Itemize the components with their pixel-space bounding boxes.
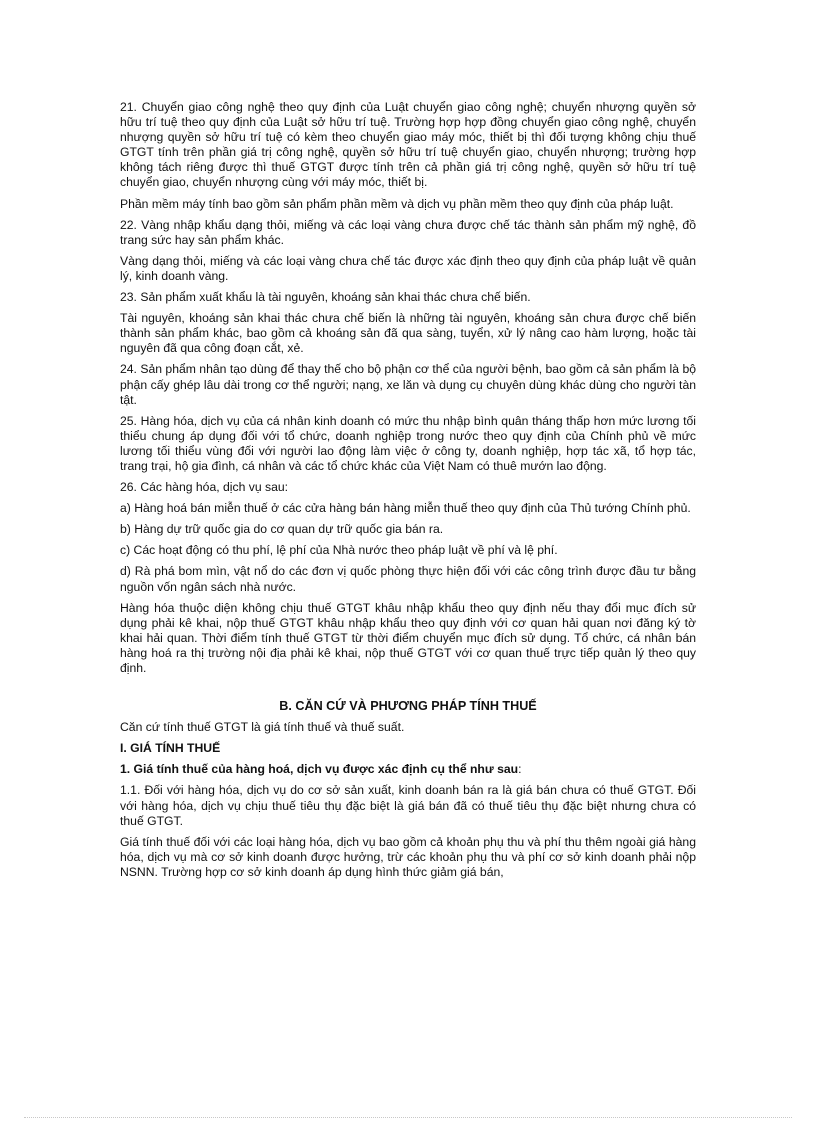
paragraph-1-1: 1.1. Đối với hàng hóa, dịch vụ do cơ sở sản xuất, kinh doanh bán ra là giá bán chưa có thuế GTGT. Đối với hàng hóa, dịch vụ chịu thuế tiêu thụ đặc biệt là giá bán đã có thuế tiêu thụ đặc biệt nhưng chưa có thuế GTGT. [120, 783, 696, 828]
section-title: B. CĂN CỨ VÀ PHƯƠNG PHÁP TÍNH THUẾ [279, 699, 537, 714]
heading-price-basis: I. GIÁ TÍNH THUẾ [120, 741, 221, 756]
paragraph-item-26c: c) Các hoạt động có thu phí, lệ phí của Nhà nước theo pháp luật về phí và lệ phí. [120, 543, 558, 558]
subheading-bold-text: 1. Giá tính thuế của hàng hoá, dịch vụ được xác định cụ thể như sau [120, 762, 519, 777]
document-page [120, 100, 696, 886]
paragraph-software: Phần mềm máy tính bao gồm sản phẩm phần mềm và dịch vụ phần mềm theo quy định của pháp luật. [120, 196, 674, 211]
paragraph-surcharges: Giá tính thuế đối với các loại hàng hóa, dịch vụ bao gồm cả khoản phụ thu và phí thu thêm ngoài giá hàng hóa, dịch vụ mà cơ sở kinh doanh được hưởng, trừ các khoản phụ thu và phí cơ sở kinh doanh phải nộp NSNN. Trường hợp cơ sở kinh doanh áp dụng hình thức giảm giá bán, [120, 834, 696, 879]
paragraph-resources: Tài nguyên, khoáng sản khai thác chưa chế biến là những tài nguyên, khoáng sản chưa được chế biến thành sản phẩm khác, bao gồm cả khoáng sản đã qua sàng, tuyển, xử lý nâng cao hàm lượng, hoặc tài nguyên đã qua công đoạn cắt, xẻ. [120, 311, 696, 356]
paragraph-item-26d: d) Rà phá bom mìn, vật nổ do các đơn vị quốc phòng thực hiện đối với các công trình được đầu tư bằng nguồn vốn ngân sách nhà nước. [120, 564, 696, 594]
subheading-colon: : [518, 762, 522, 777]
paragraph-item-26b: b) Hàng dự trữ quốc gia do cơ quan dự trữ quốc gia bán ra. [120, 522, 444, 537]
paragraph-item-26: 26. Các hàng hóa, dịch vụ sau: [120, 480, 289, 495]
paragraph-item-22: 22. Vàng nhập khẩu dạng thỏi, miếng và các loại vàng chưa được chế tác thành sản phẩm mỹ nghệ, đồ trang sức hay sản phẩm khác. [120, 217, 696, 247]
paragraph-item-24: 24. Sản phẩm nhân tạo dùng để thay thế cho bộ phận cơ thể của người bệnh, bao gồm cả sản phẩm là bộ phận cấy ghép lâu dài trong cơ thể người; nạng, xe lăn và dụng cụ chuyên dùng khác dùng cho người tàn tật. [120, 362, 696, 407]
paragraph-item-25: 25. Hàng hóa, dịch vụ của cá nhân kinh doanh có mức thu nhập bình quân tháng thấp hơn mức lương tối thiểu chung áp dụng đối với tổ chức, doanh nghiệp trong nước theo quy định của Chính phủ về mức lương tối thiểu vùng đối với người lao động làm việc ở công ty, doanh nghiệp, hợp tác xã, tổ hợp tác, trang trại, hộ gia đình, cá nhân và các tổ chức khác của Việt Nam có thuê mướn lao động. [120, 413, 696, 473]
paragraph-item-26a: a) Hàng hoá bán miễn thuế ở các cửa hàng bán hàng miễn thuế theo quy định của Thủ tướng Chính phủ. [120, 501, 691, 516]
section-intro: Căn cứ tính thuế GTGT là giá tính thuế và thuế suất. [120, 720, 405, 735]
paragraph-item-21: 21. Chuyển giao công nghệ theo quy định của Luật chuyển giao công nghệ; chuyển nhượng quyền sở hữu trí tuệ theo quy định của Luật sở hữu trí tuệ. Trường hợp hợp đồng chuyển giao công nghệ, chuyển nhượng quyền sở hữu trí tuệ có kèm theo chuyển giao máy móc, thiết bị thì đối tượng không chịu thuế GTGT tính trên phần giá trị công nghệ, quyền sở hữu trí tuệ chuyển giao, chuyển nhượng; trường hợp không tách riêng được thì thuế GTGT được tính trên cả phần giá trị công nghệ, quyền sở hữu trí tuệ chuyển giao, chuyển nhượng cùng với máy móc, thiết bị. [120, 100, 696, 190]
page-bottom-divider [24, 1117, 792, 1118]
paragraph-gold: Vàng dạng thỏi, miếng và các loại vàng chưa chế tác được xác định theo quy định của pháp luật về quản lý, kinh doanh vàng. [120, 253, 696, 283]
paragraph-import-note: Hàng hóa thuộc diện không chịu thuế GTGT khâu nhập khẩu theo quy định nếu thay đổi mục đích sử dụng phải kê khai, nộp thuế GTGT khâu nhập khẩu theo quy định với cơ quan hải quan nơi đăng ký tờ khai hải quan. Thời điểm tính thuế GTGT từ thời điểm chuyển mục đích sử dụng. Tổ chức, cá nhân bán hàng hoá ra thị trường nội địa phải kê khai, nộp thuế GTGT với cơ quan thuế trực tiếp quản lý theo quy định. [120, 600, 696, 675]
paragraph-item-23: 23. Sản phẩm xuất khẩu là tài nguyên, khoáng sản khai thác chưa chế biến. [120, 290, 531, 305]
subheading-price-rules [120, 762, 696, 777]
